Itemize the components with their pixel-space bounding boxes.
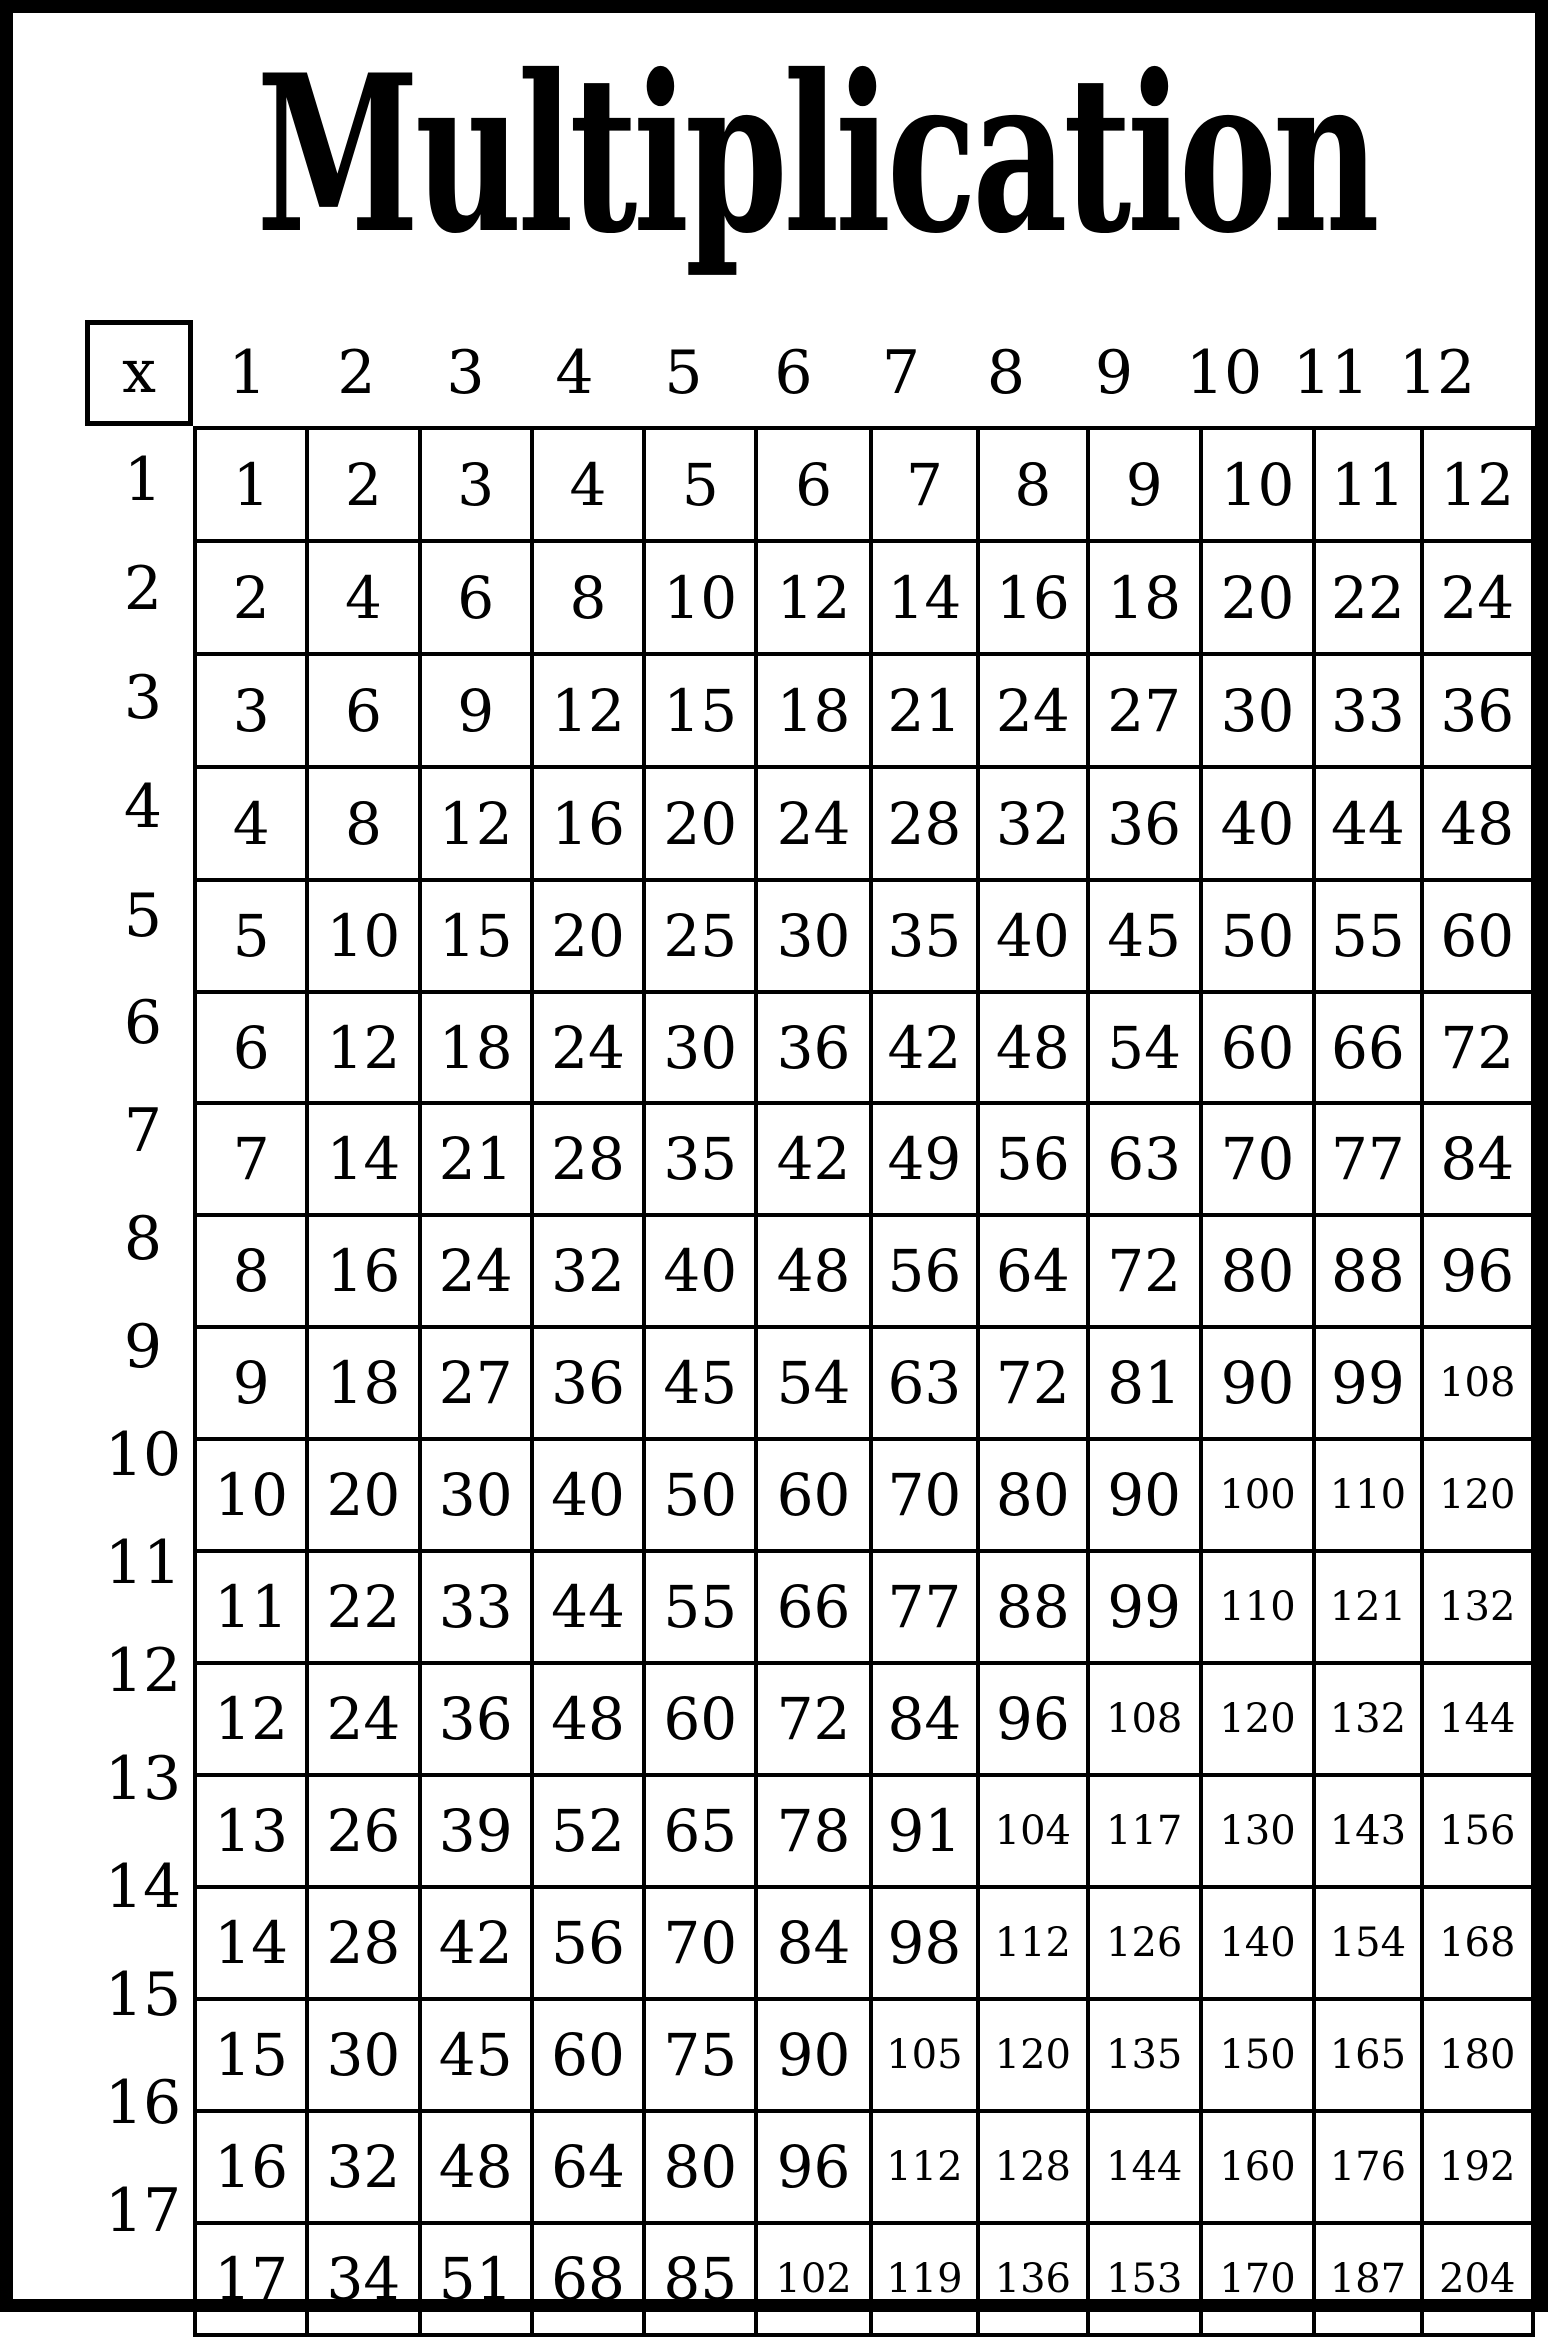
product-cell: 132 bbox=[1314, 1663, 1421, 1775]
product-cell: 3 bbox=[420, 428, 532, 541]
product-cell: 36 bbox=[1422, 654, 1533, 767]
product-cell: 26 bbox=[307, 1775, 419, 1887]
product-cell: 6 bbox=[307, 654, 419, 767]
multiplication-table bbox=[193, 426, 1535, 2337]
product-cell: 143 bbox=[1314, 1775, 1421, 1887]
product-cell: 56 bbox=[532, 1887, 644, 1999]
product-cell: 144 bbox=[1422, 1663, 1533, 1775]
product-cell: 7 bbox=[871, 428, 978, 541]
product-cell: 60 bbox=[1201, 992, 1314, 1103]
product-cell: 90 bbox=[1201, 1327, 1314, 1439]
column-header: 3 bbox=[446, 338, 485, 408]
product-cell: 50 bbox=[644, 1439, 756, 1551]
product-cell: 96 bbox=[978, 1663, 1087, 1775]
product-cell: 8 bbox=[978, 428, 1087, 541]
product-cell: 40 bbox=[978, 880, 1087, 992]
product-cell: 24 bbox=[420, 1215, 532, 1327]
product-cell: 6 bbox=[756, 428, 870, 541]
product-cell: 63 bbox=[871, 1327, 978, 1439]
product-cell: 42 bbox=[756, 1103, 870, 1215]
table-row bbox=[195, 1215, 1533, 1327]
table-row bbox=[195, 1663, 1533, 1775]
product-cell: 14 bbox=[871, 541, 978, 654]
column-header: 6 bbox=[774, 338, 813, 408]
product-cell: 24 bbox=[756, 767, 870, 880]
product-cell: 5 bbox=[644, 428, 756, 541]
product-cell: 6 bbox=[420, 541, 532, 654]
product-cell: 136 bbox=[978, 2223, 1087, 2335]
product-cell: 22 bbox=[1314, 541, 1421, 654]
product-cell: 8 bbox=[195, 1215, 307, 1327]
product-cell: 51 bbox=[420, 2223, 532, 2335]
table-row bbox=[195, 1327, 1533, 1439]
column-header: 8 bbox=[986, 338, 1026, 408]
product-cell: 48 bbox=[1422, 767, 1533, 880]
product-cell: 34 bbox=[307, 2223, 419, 2335]
product-cell: 52 bbox=[532, 1775, 644, 1887]
product-cell: 8 bbox=[532, 541, 644, 654]
product-cell: 60 bbox=[644, 1663, 756, 1775]
product-cell: 45 bbox=[1088, 880, 1201, 992]
product-cell: 24 bbox=[307, 1663, 419, 1775]
row-header: 5 bbox=[123, 881, 163, 951]
product-cell: 40 bbox=[644, 1215, 756, 1327]
product-cell: 112 bbox=[978, 1887, 1087, 1999]
product-cell: 20 bbox=[307, 1439, 419, 1551]
product-cell: 2 bbox=[195, 541, 307, 654]
product-cell: 55 bbox=[644, 1551, 756, 1663]
product-cell: 16 bbox=[978, 541, 1087, 654]
product-cell: 3 bbox=[195, 654, 307, 767]
product-cell: 104 bbox=[978, 1775, 1087, 1887]
product-cell: 135 bbox=[1088, 1999, 1201, 2111]
product-cell: 100 bbox=[1201, 1439, 1314, 1551]
product-cell: 192 bbox=[1422, 2111, 1533, 2223]
product-cell: 45 bbox=[644, 1327, 756, 1439]
product-cell: 44 bbox=[1314, 767, 1421, 880]
product-cell: 12 bbox=[195, 1663, 307, 1775]
product-cell: 85 bbox=[644, 2223, 756, 2335]
product-cell: 15 bbox=[420, 880, 532, 992]
product-cell: 11 bbox=[1314, 428, 1421, 541]
product-cell: 48 bbox=[978, 992, 1087, 1103]
product-cell: 160 bbox=[1201, 2111, 1314, 2223]
product-cell: 20 bbox=[644, 767, 756, 880]
product-cell: 14 bbox=[307, 1103, 419, 1215]
row-header: 16 bbox=[104, 2068, 182, 2138]
product-cell: 72 bbox=[1088, 1215, 1201, 1327]
product-cell: 153 bbox=[1088, 2223, 1201, 2335]
product-cell: 4 bbox=[307, 541, 419, 654]
product-cell: 40 bbox=[1201, 767, 1314, 880]
product-cell: 48 bbox=[420, 2111, 532, 2223]
product-cell: 170 bbox=[1201, 2223, 1314, 2335]
product-cell: 42 bbox=[420, 1887, 532, 1999]
product-cell: 50 bbox=[1201, 880, 1314, 992]
product-cell: 84 bbox=[1422, 1103, 1533, 1215]
product-cell: 108 bbox=[1088, 1663, 1201, 1775]
product-cell: 80 bbox=[644, 2111, 756, 2223]
product-cell: 12 bbox=[420, 767, 532, 880]
product-cell: 32 bbox=[978, 767, 1087, 880]
row-header: 17 bbox=[104, 2176, 182, 2246]
product-cell: 15 bbox=[644, 654, 756, 767]
product-cell: 16 bbox=[195, 2111, 307, 2223]
product-cell: 36 bbox=[1088, 767, 1201, 880]
product-cell: 70 bbox=[871, 1439, 978, 1551]
product-cell: 144 bbox=[1088, 2111, 1201, 2223]
product-cell: 30 bbox=[756, 880, 870, 992]
product-cell: 108 bbox=[1422, 1327, 1533, 1439]
product-cell: 25 bbox=[644, 880, 756, 992]
table-row bbox=[195, 2111, 1533, 2223]
column-header: 7 bbox=[881, 338, 921, 408]
product-cell: 70 bbox=[644, 1887, 756, 1999]
product-cell: 4 bbox=[532, 428, 644, 541]
row-header: 11 bbox=[104, 1528, 182, 1598]
product-cell: 7 bbox=[195, 1103, 307, 1215]
product-cell: 99 bbox=[1088, 1551, 1201, 1663]
product-cell: 70 bbox=[1201, 1103, 1314, 1215]
product-cell: 54 bbox=[756, 1327, 870, 1439]
product-cell: 28 bbox=[532, 1103, 644, 1215]
product-cell: 63 bbox=[1088, 1103, 1201, 1215]
product-cell: 18 bbox=[307, 1327, 419, 1439]
product-cell: 204 bbox=[1422, 2223, 1533, 2335]
product-cell: 30 bbox=[307, 1999, 419, 2111]
product-cell: 154 bbox=[1314, 1887, 1421, 1999]
product-cell: 84 bbox=[871, 1663, 978, 1775]
product-cell: 36 bbox=[420, 1663, 532, 1775]
table-row bbox=[195, 1887, 1533, 1999]
product-cell: 165 bbox=[1314, 1999, 1421, 2111]
product-cell: 48 bbox=[756, 1215, 870, 1327]
product-cell: 60 bbox=[756, 1439, 870, 1551]
product-cell: 24 bbox=[1422, 541, 1533, 654]
product-cell: 9 bbox=[195, 1327, 307, 1439]
table-row bbox=[195, 1551, 1533, 1663]
product-cell: 105 bbox=[871, 1999, 978, 2111]
product-cell: 68 bbox=[532, 2223, 644, 2335]
product-cell: 42 bbox=[871, 992, 978, 1103]
product-cell: 130 bbox=[1201, 1775, 1314, 1887]
product-cell: 5 bbox=[195, 880, 307, 992]
product-cell: 77 bbox=[1314, 1103, 1421, 1215]
product-cell: 4 bbox=[195, 767, 307, 880]
product-cell: 10 bbox=[1201, 428, 1314, 541]
table-row bbox=[195, 654, 1533, 767]
product-cell: 9 bbox=[420, 654, 532, 767]
product-cell: 77 bbox=[871, 1551, 978, 1663]
product-cell: 168 bbox=[1422, 1887, 1533, 1999]
product-cell: 80 bbox=[1201, 1215, 1314, 1327]
product-cell: 44 bbox=[532, 1551, 644, 1663]
product-cell: 13 bbox=[195, 1775, 307, 1887]
product-cell: 20 bbox=[532, 880, 644, 992]
product-cell: 8 bbox=[307, 767, 419, 880]
product-cell: 24 bbox=[978, 654, 1087, 767]
product-cell: 120 bbox=[1201, 1663, 1314, 1775]
product-cell: 21 bbox=[871, 654, 978, 767]
product-cell: 33 bbox=[420, 1551, 532, 1663]
row-header: 8 bbox=[123, 1204, 163, 1274]
product-cell: 45 bbox=[420, 1999, 532, 2111]
product-cell: 18 bbox=[1088, 541, 1201, 654]
column-header: 9 bbox=[1094, 338, 1134, 408]
column-header: 12 bbox=[1398, 338, 1476, 408]
product-cell: 12 bbox=[1422, 428, 1533, 541]
product-cell: 98 bbox=[871, 1887, 978, 1999]
table-row bbox=[195, 1999, 1533, 2111]
product-cell: 88 bbox=[978, 1551, 1087, 1663]
product-cell: 20 bbox=[1201, 541, 1314, 654]
product-cell: 32 bbox=[307, 2111, 419, 2223]
product-cell: 17 bbox=[195, 2223, 307, 2335]
product-cell: 55 bbox=[1314, 880, 1421, 992]
product-cell: 88 bbox=[1314, 1215, 1421, 1327]
row-header: 6 bbox=[123, 988, 163, 1058]
row-header: 14 bbox=[104, 1852, 182, 1922]
product-cell: 121 bbox=[1314, 1551, 1421, 1663]
product-cell: 90 bbox=[1088, 1439, 1201, 1551]
product-cell: 176 bbox=[1314, 2111, 1421, 2223]
column-header: 4 bbox=[555, 338, 594, 408]
table-row bbox=[195, 1775, 1533, 1887]
product-cell: 18 bbox=[756, 654, 870, 767]
table-row bbox=[195, 2223, 1533, 2335]
product-cell: 120 bbox=[978, 1999, 1087, 2111]
product-cell: 96 bbox=[756, 2111, 870, 2223]
product-cell: 32 bbox=[532, 1215, 644, 1327]
row-header: 2 bbox=[123, 554, 163, 624]
product-cell: 35 bbox=[871, 880, 978, 992]
product-cell: 28 bbox=[871, 767, 978, 880]
product-cell: 18 bbox=[420, 992, 532, 1103]
product-cell: 60 bbox=[532, 1999, 644, 2111]
table-row bbox=[195, 767, 1533, 880]
product-cell: 56 bbox=[978, 1103, 1087, 1215]
product-cell: 10 bbox=[195, 1439, 307, 1551]
product-cell: 75 bbox=[644, 1999, 756, 2111]
product-cell: 15 bbox=[195, 1999, 307, 2111]
product-cell: 84 bbox=[756, 1887, 870, 1999]
row-header: 4 bbox=[123, 772, 163, 842]
product-cell: 187 bbox=[1314, 2223, 1421, 2335]
product-cell: 30 bbox=[1201, 654, 1314, 767]
product-cell: 64 bbox=[532, 2111, 644, 2223]
product-cell: 40 bbox=[532, 1439, 644, 1551]
product-cell: 16 bbox=[307, 1215, 419, 1327]
column-header: 1 bbox=[228, 338, 267, 408]
row-header: 10 bbox=[104, 1420, 182, 1490]
product-cell: 117 bbox=[1088, 1775, 1201, 1887]
table-row bbox=[195, 541, 1533, 654]
product-cell: 30 bbox=[420, 1439, 532, 1551]
product-cell: 39 bbox=[420, 1775, 532, 1887]
product-cell: 1 bbox=[195, 428, 307, 541]
product-cell: 91 bbox=[871, 1775, 978, 1887]
product-cell: 27 bbox=[1088, 654, 1201, 767]
product-cell: 119 bbox=[871, 2223, 978, 2335]
table-row bbox=[195, 992, 1533, 1103]
table-row bbox=[195, 428, 1533, 541]
product-cell: 78 bbox=[756, 1775, 870, 1887]
column-header: 11 bbox=[1292, 338, 1370, 408]
product-cell: 132 bbox=[1422, 1551, 1533, 1663]
product-cell: 180 bbox=[1422, 1999, 1533, 2111]
product-cell: 66 bbox=[756, 1551, 870, 1663]
column-header: 2 bbox=[337, 338, 376, 408]
product-cell: 6 bbox=[195, 992, 307, 1103]
product-cell: 16 bbox=[532, 767, 644, 880]
product-cell: 48 bbox=[532, 1663, 644, 1775]
products-grid bbox=[193, 426, 1535, 2337]
product-cell: 22 bbox=[307, 1551, 419, 1663]
row-header: 1 bbox=[123, 445, 163, 515]
table-row bbox=[195, 880, 1533, 992]
corner-symbol-cell: x bbox=[85, 320, 193, 426]
product-cell: 21 bbox=[420, 1103, 532, 1215]
page-title: Multiplication bbox=[256, 27, 1376, 281]
column-header: 5 bbox=[664, 338, 703, 408]
product-cell: 90 bbox=[756, 1999, 870, 2111]
product-cell: 9 bbox=[1088, 428, 1201, 541]
column-header: 10 bbox=[1185, 338, 1263, 408]
product-cell: 49 bbox=[871, 1103, 978, 1215]
product-cell: 72 bbox=[1422, 992, 1533, 1103]
product-cell: 99 bbox=[1314, 1327, 1421, 1439]
product-cell: 110 bbox=[1314, 1439, 1421, 1551]
table-row bbox=[195, 1103, 1533, 1215]
row-header: 9 bbox=[123, 1312, 163, 1382]
product-cell: 80 bbox=[978, 1439, 1087, 1551]
product-cell: 14 bbox=[195, 1887, 307, 1999]
row-header: 3 bbox=[123, 663, 163, 733]
product-cell: 150 bbox=[1201, 1999, 1314, 2111]
table-row bbox=[195, 1439, 1533, 1551]
product-cell: 120 bbox=[1422, 1439, 1533, 1551]
product-cell: 156 bbox=[1422, 1775, 1533, 1887]
product-cell: 112 bbox=[871, 2111, 978, 2223]
product-cell: 36 bbox=[532, 1327, 644, 1439]
row-header: 15 bbox=[104, 1960, 182, 2030]
product-cell: 66 bbox=[1314, 992, 1421, 1103]
product-cell: 28 bbox=[307, 1887, 419, 1999]
product-cell: 102 bbox=[756, 2223, 870, 2335]
product-cell: 81 bbox=[1088, 1327, 1201, 1439]
product-cell: 72 bbox=[978, 1327, 1087, 1439]
product-cell: 11 bbox=[195, 1551, 307, 1663]
product-cell: 36 bbox=[756, 992, 870, 1103]
product-cell: 12 bbox=[307, 992, 419, 1103]
row-header: 7 bbox=[123, 1096, 163, 1166]
product-cell: 33 bbox=[1314, 654, 1421, 767]
product-cell: 2 bbox=[307, 428, 419, 541]
product-cell: 10 bbox=[644, 541, 756, 654]
product-cell: 64 bbox=[978, 1215, 1087, 1327]
product-cell: 72 bbox=[756, 1663, 870, 1775]
product-cell: 24 bbox=[532, 992, 644, 1103]
product-cell: 30 bbox=[644, 992, 756, 1103]
row-header: 12 bbox=[104, 1636, 182, 1706]
product-cell: 12 bbox=[532, 654, 644, 767]
product-cell: 60 bbox=[1422, 880, 1533, 992]
product-cell: 12 bbox=[756, 541, 870, 654]
product-cell: 54 bbox=[1088, 992, 1201, 1103]
product-cell: 10 bbox=[307, 880, 419, 992]
product-cell: 128 bbox=[978, 2111, 1087, 2223]
product-cell: 140 bbox=[1201, 1887, 1314, 1999]
product-cell: 96 bbox=[1422, 1215, 1533, 1327]
product-cell: 35 bbox=[644, 1103, 756, 1215]
product-cell: 56 bbox=[871, 1215, 978, 1327]
row-header: 13 bbox=[104, 1744, 182, 1814]
product-cell: 110 bbox=[1201, 1551, 1314, 1663]
product-cell: 126 bbox=[1088, 1887, 1201, 1999]
product-cell: 27 bbox=[420, 1327, 532, 1439]
product-cell: 65 bbox=[644, 1775, 756, 1887]
